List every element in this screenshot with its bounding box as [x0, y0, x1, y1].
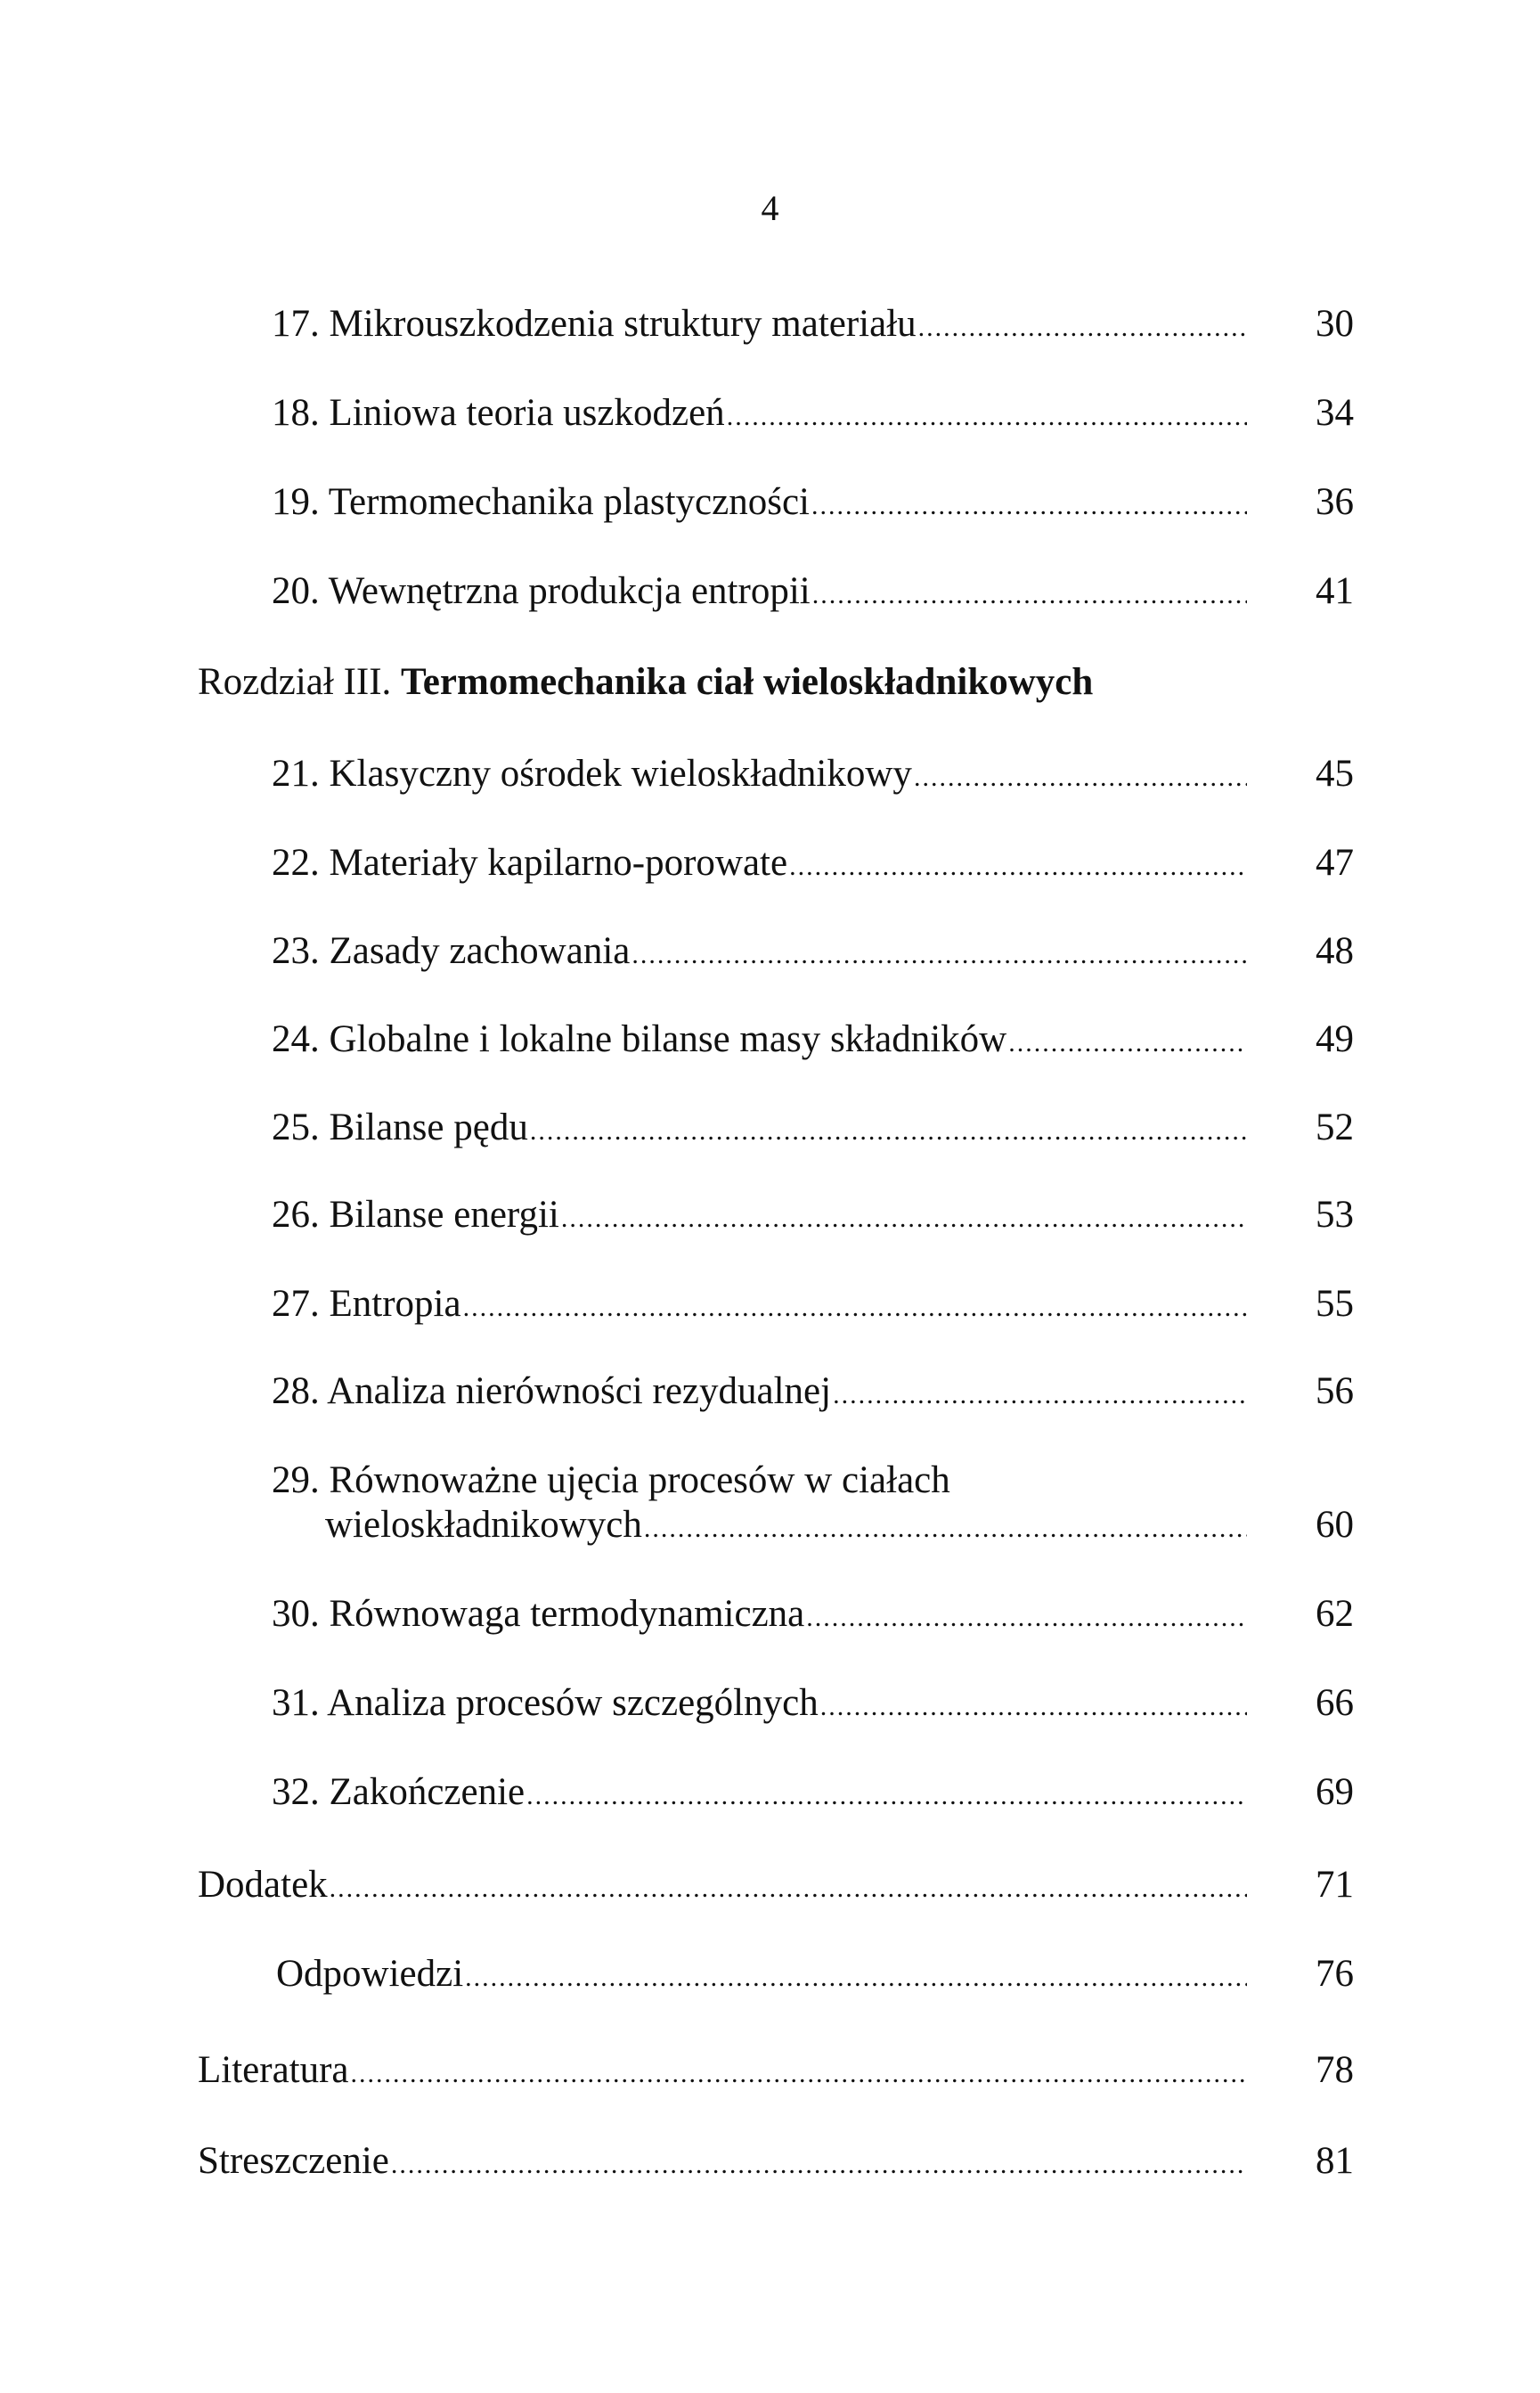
- toc-entry-20: [272, 568, 1354, 618]
- toc-entry-title: wieloskładnikowych: [325, 1504, 642, 1546]
- toc-entry-title: 18. Liniowa teoria uszkodzeń: [272, 392, 725, 434]
- toc-entry-page: 49: [1316, 1018, 1354, 1060]
- leader-dots: [351, 2051, 1247, 2097]
- toc-entry-title: 19. Termomechanika plastyczności: [272, 481, 810, 523]
- leader-dots: [631, 932, 1247, 978]
- toc-entry-page: 66: [1316, 1682, 1354, 1724]
- leader-dots: [391, 2142, 1247, 2188]
- leader-dots: [812, 572, 1247, 618]
- toc-entry-page: 41: [1316, 570, 1354, 612]
- leader-dots: [463, 1285, 1247, 1331]
- toc-entry-17: [272, 301, 1354, 351]
- toc-entry-page: 76: [1316, 1953, 1354, 1995]
- toc-entry-27: [272, 1281, 1354, 1331]
- leader-dots: [644, 1506, 1247, 1552]
- toc-entry-page: 52: [1316, 1107, 1354, 1148]
- toc-entry-title: 26. Bilanse energii: [272, 1194, 559, 1236]
- toc-entry-page: 34: [1316, 392, 1354, 434]
- toc-entry-page: 30: [1316, 303, 1354, 345]
- toc-entry-title: 31. Analiza procesów szczególnych: [272, 1682, 819, 1724]
- toc-entry-title: 23. Zasady zachowania: [272, 930, 631, 972]
- toc-entry-page: 53: [1316, 1194, 1354, 1236]
- toc-entry-page: 60: [1316, 1504, 1354, 1546]
- toc-entry-streszczenie: [198, 2138, 1354, 2188]
- toc-entry-title: 21. Klasyczny ośrodek wieloskładnikowy: [272, 753, 912, 795]
- toc-entry-page: 81: [1316, 2140, 1354, 2182]
- toc-entry-title: 22. Materiały kapilarno-porowate: [272, 842, 788, 884]
- toc-entry-25: [272, 1105, 1354, 1155]
- toc-entry-page: 45: [1316, 753, 1354, 795]
- toc-entry-page: 56: [1316, 1370, 1354, 1412]
- toc-entry-page: 69: [1316, 1771, 1354, 1813]
- toc-entry-page: 48: [1316, 930, 1354, 972]
- toc-entry-29: [325, 1502, 1354, 1552]
- toc-entry-23: [272, 928, 1354, 978]
- toc-entry-title: 28. Analiza nierówności rezydualnej: [272, 1370, 832, 1412]
- toc-entry-title: 25. Bilanse pędu: [272, 1107, 528, 1148]
- toc-entry-title: 20. Wewnętrzna produkcja entropii: [272, 570, 811, 612]
- toc-entry-page: 78: [1316, 2049, 1354, 2091]
- page-number: 4: [761, 188, 779, 228]
- chapter-heading: [198, 659, 1093, 706]
- chapter-title: Termomechanika ciał wieloskładnikowych: [401, 661, 1094, 703]
- toc-entry-literatura: [198, 2047, 1354, 2097]
- toc-entry-32: [272, 1769, 1354, 1819]
- toc-entry-28: [272, 1368, 1354, 1418]
- toc-entry-24: [272, 1017, 1354, 1066]
- toc-entry-18: [272, 390, 1354, 440]
- leader-dots: [914, 755, 1247, 801]
- toc-entry-page: 62: [1316, 1593, 1354, 1635]
- toc-entry-page: 71: [1316, 1864, 1354, 1906]
- leader-dots: [526, 1773, 1247, 1819]
- toc-entry-title: 27. Entropia: [272, 1283, 461, 1325]
- toc-entry-page: 47: [1316, 842, 1354, 884]
- leader-dots: [833, 1372, 1247, 1418]
- toc-entry-31: [272, 1680, 1354, 1730]
- toc-entry-title: Dodatek: [198, 1864, 328, 1906]
- toc-entry-26: [272, 1192, 1354, 1242]
- toc-entry-title: 30. Równowaga termodynamiczna: [272, 1593, 805, 1635]
- toc-entry-title: Literatura: [198, 2049, 349, 2091]
- toc-entry-29-line1: 29. Równoważne ujęcia procesów w ciałach: [272, 1459, 950, 1501]
- toc-entry-title: Odpowiedzi: [276, 1953, 464, 1995]
- toc-entry-21: [272, 751, 1354, 801]
- toc-entry-title: 17. Mikrouszkodzenia struktury materiału: [272, 303, 917, 345]
- toc-entry-odpowiedzi: [276, 1951, 1354, 2001]
- toc-entry-19: [272, 479, 1354, 529]
- chapter-label: Rozdział III.: [198, 661, 392, 703]
- toc-entry-title: 24. Globalne i lokalne bilanse masy składników: [272, 1018, 1007, 1060]
- leader-dots: [561, 1196, 1247, 1242]
- toc-entry-dodatek: [198, 1862, 1354, 1912]
- leader-dots: [820, 1684, 1247, 1730]
- leader-dots: [1008, 1020, 1247, 1066]
- toc-entry-page: 55: [1316, 1283, 1354, 1325]
- leader-dots: [530, 1108, 1247, 1155]
- toc-entry-30: [272, 1591, 1354, 1641]
- toc-entry-title: Streszczenie: [198, 2140, 389, 2182]
- leader-dots: [806, 1595, 1247, 1641]
- leader-dots: [789, 844, 1247, 890]
- leader-dots: [811, 483, 1247, 529]
- leader-dots: [727, 394, 1247, 440]
- toc-entry-title: 32. Zakończenie: [272, 1771, 526, 1813]
- toc-entry-page: 36: [1316, 481, 1354, 523]
- toc-entry-22: [272, 840, 1354, 890]
- leader-dots: [330, 1866, 1247, 1912]
- leader-dots: [465, 1955, 1247, 2001]
- leader-dots: [918, 305, 1247, 351]
